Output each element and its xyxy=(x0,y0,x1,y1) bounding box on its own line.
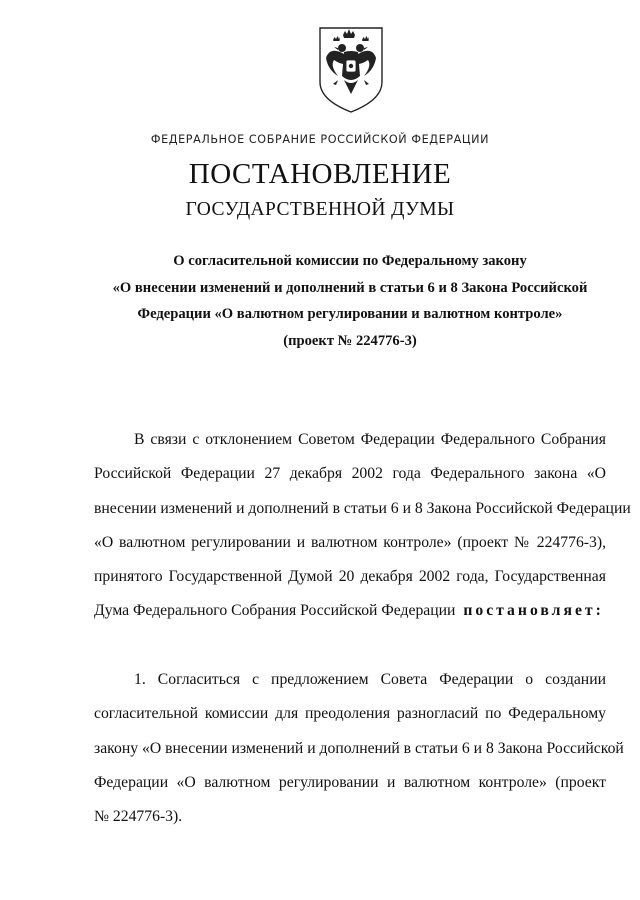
document-subtitle: ГОСУДАРСТВЕННОЙ ДУМЫ xyxy=(185,199,455,220)
organization-name: ФЕДЕРАЛЬНОЕ СОБРАНИЕ РОССИЙСКОЙ ФЕДЕРАЦИИ xyxy=(150,133,490,146)
heading-line: «О внесении изменений и дополнений в статьи 6 и 8 Закона Российской xyxy=(112,279,588,296)
text-line: принятого Государственной Думой 20 декабря 2002 года, Государственная xyxy=(94,568,606,586)
text-line: В связи с отклонением Советом Федерации Федерального Собрания xyxy=(134,431,606,448)
text-line: внесении изменений и дополнений в статьи 6 и 8 Закона Российской Федерации xyxy=(94,499,631,517)
text-line: закону «О внесении изменений и дополнений в статьи 6 и 8 Закона Российской xyxy=(94,739,624,757)
text-line xyxy=(94,594,606,628)
text-line: Федерации «О валютном регулировании и валютном контроле» (проект xyxy=(94,773,606,791)
text-line: 1. Согласиться с предложением Совета Федерации о создании xyxy=(134,671,606,688)
document-title: ПОСТАНОВЛЕНИЕ xyxy=(188,158,452,190)
heading-line: Федерации «О валютном регулировании и валютном контроле» xyxy=(137,306,563,322)
heading-line: О согласительной комиссии по Федеральному закону xyxy=(173,253,527,269)
item-1-paragraph xyxy=(94,663,624,834)
document-heading xyxy=(60,248,640,354)
text-line: «О валютном регулировании и валютном контроле» (проект № 224776-3), xyxy=(94,533,606,551)
text-line: № 224776-3). xyxy=(94,808,183,826)
heading-line: (проект № 224776-3) xyxy=(283,332,417,349)
coat-of-arms-icon xyxy=(316,24,386,116)
text-line: согласительной комиссии для преодоления разногласий по Федеральному xyxy=(94,705,606,723)
text-line-part: Дума Федерального Собрания Российской Федерации xyxy=(94,602,456,620)
resolves-word: постановляет: xyxy=(463,602,604,620)
preamble-paragraph xyxy=(94,423,631,629)
text-line: Российской Федерации 27 декабря 2002 года Федерального закона «О xyxy=(94,465,606,483)
